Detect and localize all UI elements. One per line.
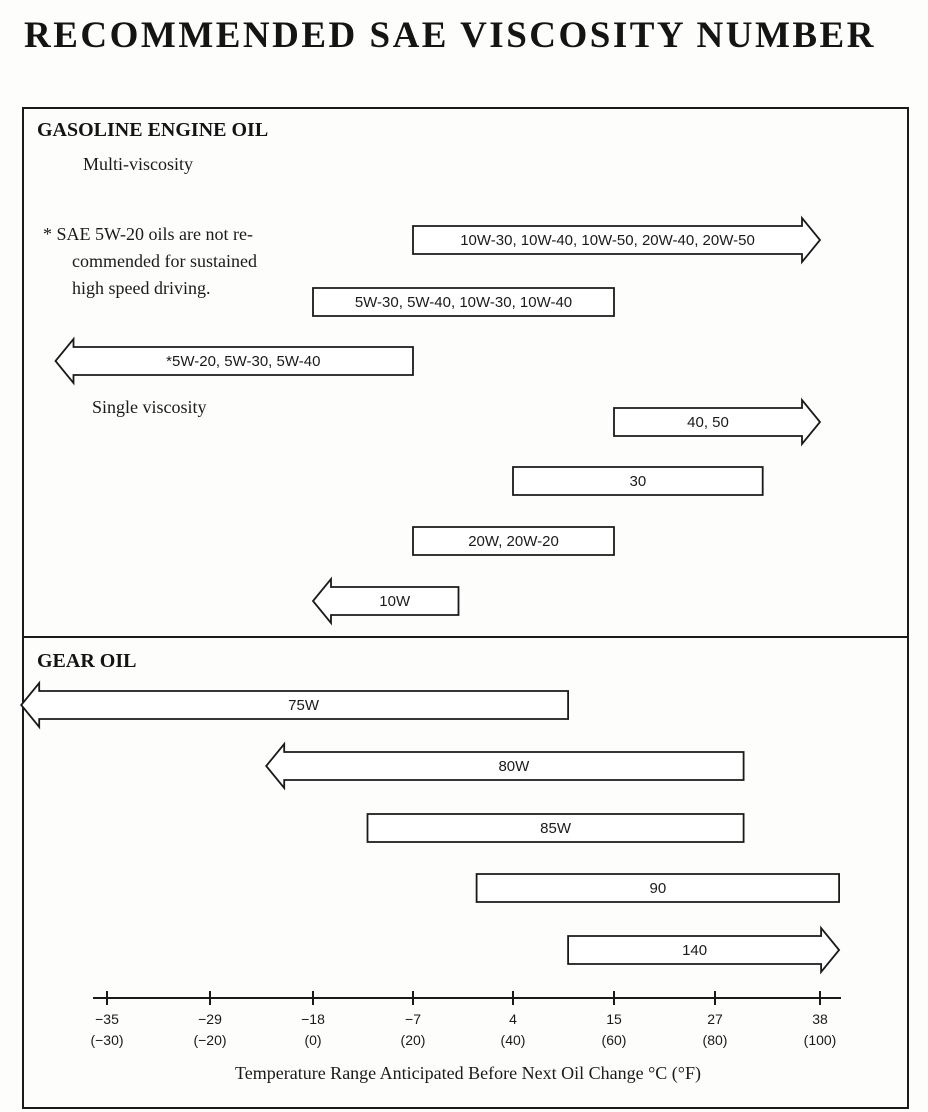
bar-label: 40, 50 <box>687 414 729 431</box>
page-title: RECOMMENDED SAE VISCOSITY NUMBER <box>24 15 876 56</box>
x-tick-label-celsius: 15 <box>606 1011 622 1027</box>
x-tick-label-celsius: 38 <box>812 1011 828 1027</box>
oil-range-bar <box>513 467 763 495</box>
bar-label: 20W, 20W-20 <box>468 533 559 550</box>
note-line-2: commended for sustained <box>72 251 257 271</box>
x-tick-label-celsius: 4 <box>509 1011 517 1027</box>
oil-range-bar <box>413 218 820 262</box>
oil-range-bar <box>266 744 743 788</box>
multi-viscosity-label: Multi-viscosity <box>83 154 194 174</box>
oil-range-bar <box>568 928 839 972</box>
bar-label: 5W-30, 5W-40, 10W-30, 10W-40 <box>354 294 573 311</box>
bar-label: 75W <box>288 697 320 714</box>
bar-label: 30 <box>629 473 647 490</box>
oil-range-bar <box>21 683 568 727</box>
bar-label: 80W <box>498 758 530 775</box>
x-tick-label-fahrenheit: (60) <box>601 1032 627 1048</box>
oil-range-bar <box>413 527 614 555</box>
x-tick-label-fahrenheit: (−20) <box>193 1032 227 1048</box>
x-axis-ticks <box>90 991 836 1048</box>
bar-label: *5W-20, 5W-30, 5W-40 <box>166 353 321 370</box>
oil-range-bar <box>56 339 414 383</box>
x-tick-label-celsius: −35 <box>95 1011 119 1027</box>
oil-range-bar <box>368 814 744 842</box>
x-tick-label-fahrenheit: (100) <box>803 1032 837 1048</box>
bar-label: 140 <box>682 942 708 959</box>
x-tick-label-fahrenheit: (20) <box>400 1032 426 1048</box>
note-line-3: high speed driving. <box>72 278 211 298</box>
x-tick-label-fahrenheit: (40) <box>500 1032 526 1048</box>
oil-range-bar <box>614 400 820 444</box>
x-tick-label-celsius: −7 <box>405 1011 421 1027</box>
bar-label: 90 <box>649 880 667 897</box>
x-axis-title: Temperature Range Anticipated Before Next Oil Change °C (°F) <box>235 1063 701 1083</box>
oil-range-bar <box>313 288 614 316</box>
oil-range-bar <box>477 874 839 902</box>
x-tick-label-celsius: −18 <box>301 1011 325 1027</box>
gear-oil-section-title: GEAR OIL <box>37 650 137 672</box>
bars-layer <box>21 218 839 972</box>
oil-range-bar <box>313 579 459 623</box>
x-tick-label-fahrenheit: (−30) <box>90 1032 124 1048</box>
x-tick-label-celsius: −29 <box>198 1011 222 1027</box>
bar-label: 85W <box>540 820 572 837</box>
bar-label: 10W <box>379 593 411 610</box>
single-viscosity-label: Single viscosity <box>92 397 207 417</box>
bar-label: 10W-30, 10W-40, 10W-50, 20W-40, 20W-50 <box>460 232 755 249</box>
gasoline-section-title: GASOLINE ENGINE OIL <box>37 119 269 141</box>
x-tick-label-celsius: 27 <box>707 1011 723 1027</box>
note-line-1: * SAE 5W-20 oils are not re- <box>43 224 253 244</box>
x-tick-label-fahrenheit: (80) <box>702 1032 728 1048</box>
x-tick-label-fahrenheit: (0) <box>304 1032 322 1048</box>
